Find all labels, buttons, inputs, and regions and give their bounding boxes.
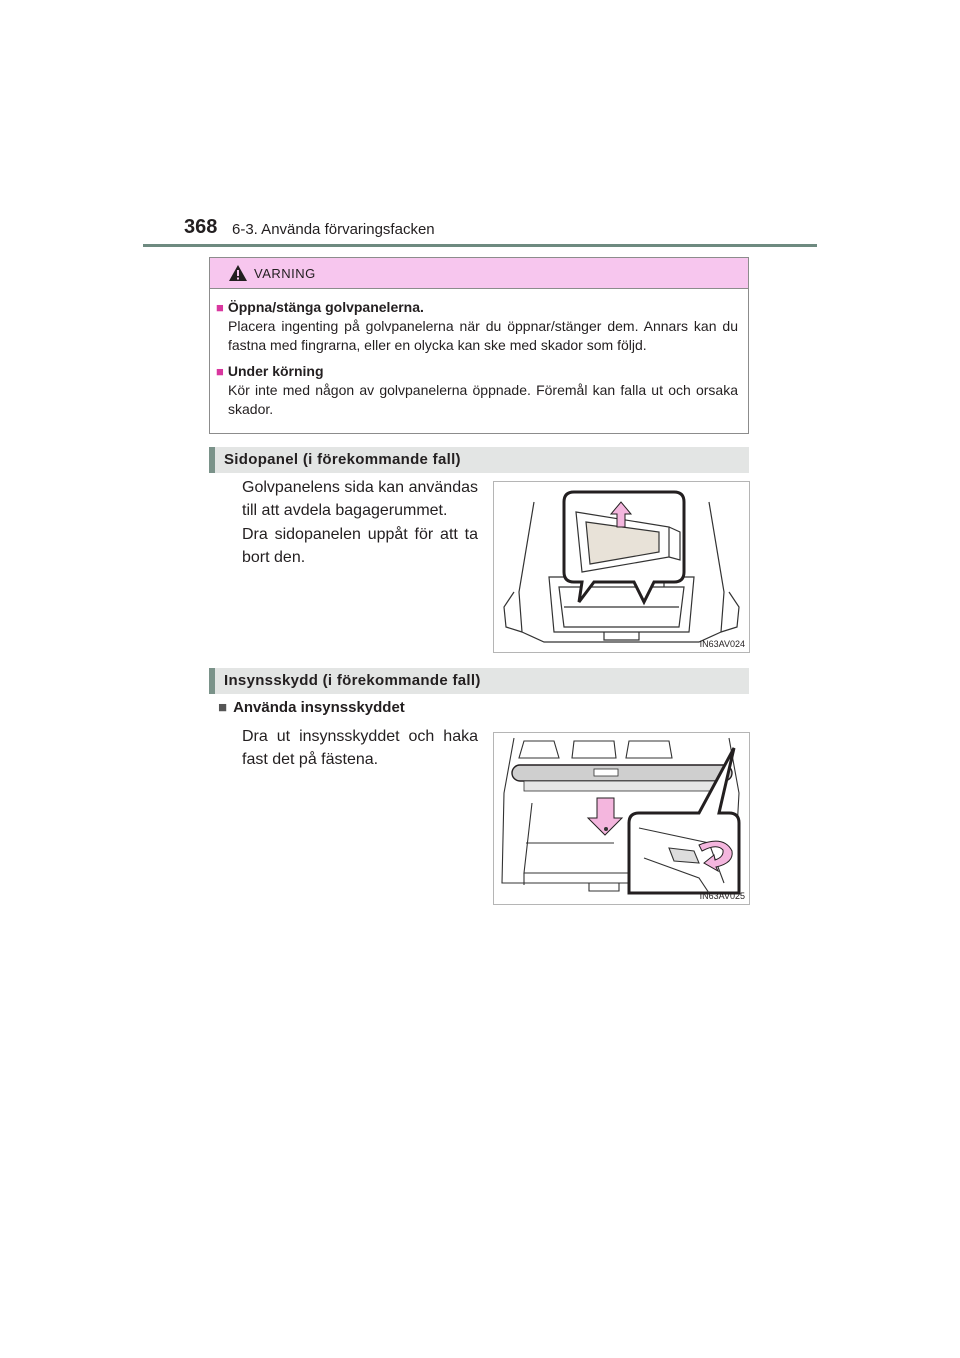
paragraph: Dra sidopanelen uppåt för att ta bort den.	[242, 526, 478, 566]
figure-tonneau-cover	[493, 732, 750, 905]
page-number: 368	[184, 216, 218, 238]
figure-code: IN63AV024	[699, 639, 745, 649]
figure-code: IN63AV025	[699, 891, 745, 901]
warning-item-body: Placera ingenting på golvpanelerna när du öppnar/stänger dem. Annars kan du fastna med fingrarna, eller en olycka kan ske med skador som följd.	[228, 318, 738, 353]
running-header: 6-3. Använda förvaringsfacken	[232, 221, 435, 238]
paragraph: Golvpanelens sida kan användas till att avdela bagagerummet.	[242, 479, 478, 519]
warning-triangle-icon	[228, 264, 248, 282]
subheading-text: Använda insynsskyddet	[233, 699, 405, 716]
warning-item-heading: Öppna/stänga golvpanelerna.	[227, 299, 424, 315]
figure-side-panel	[493, 481, 750, 653]
warning-item	[216, 362, 738, 419]
header-rule	[143, 244, 817, 247]
section-title: Insynsskydd (i förekommande fall)	[224, 672, 481, 689]
section-title: Sidopanel (i förekommande fall)	[224, 451, 461, 468]
warning-item-heading: Under körning	[227, 363, 324, 379]
warning-box	[209, 257, 749, 434]
warning-title: VARNING	[254, 266, 316, 281]
section-header-tonneau-cover	[209, 668, 749, 694]
warning-header	[210, 258, 748, 289]
bullet-square-icon: ■	[216, 364, 224, 379]
bullet-square-icon: ■	[218, 699, 228, 716]
bullet-square-icon: ■	[216, 300, 224, 315]
side-panel-illustration	[494, 482, 749, 652]
paragraph: Dra ut insynsskyddet och haka fast det på fästena.	[242, 728, 478, 768]
warning-item-body: Kör inte med någon av golvpanelerna öppnade. Föremål kan falla ut och orsaka skador.	[228, 382, 738, 417]
tonneau-cover-illustration	[494, 733, 749, 904]
subheading	[218, 699, 405, 716]
section-header-side-panel	[209, 447, 749, 473]
warning-item	[216, 298, 738, 355]
